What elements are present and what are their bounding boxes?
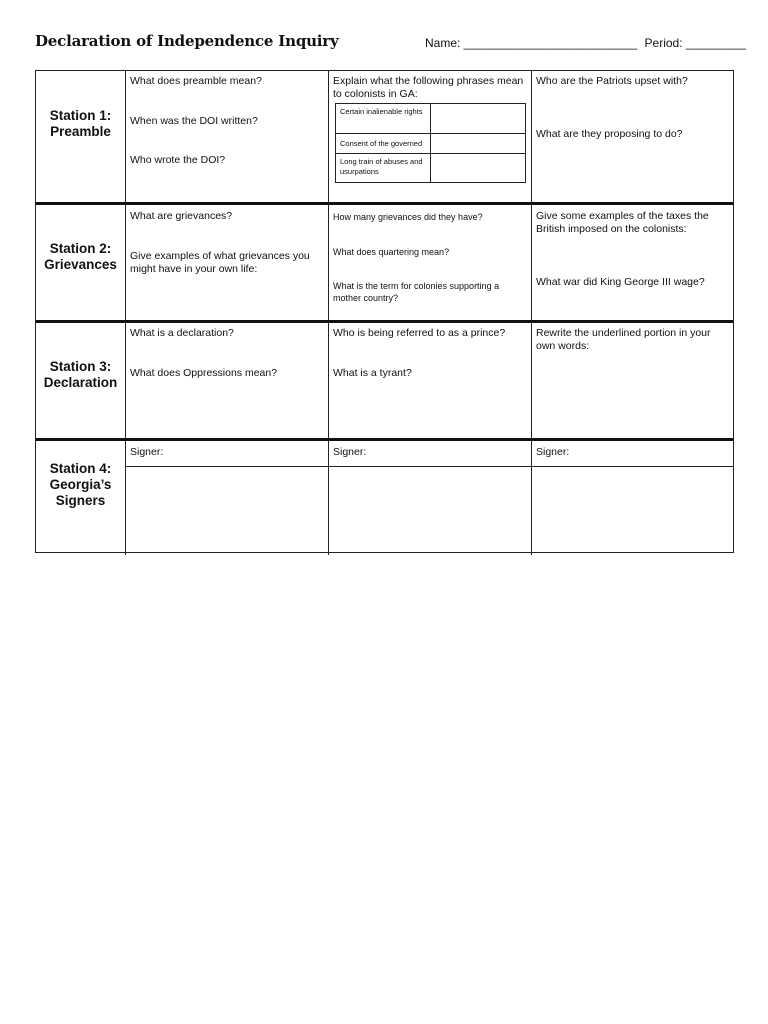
question: What does preamble mean? <box>130 75 262 87</box>
signer-label: Signer: <box>130 446 164 458</box>
station-1-label-cell <box>36 71 126 202</box>
inquiry-table <box>35 70 734 553</box>
station-1-row <box>36 71 733 202</box>
station-2-col2[interactable] <box>329 205 532 323</box>
station-4-row <box>36 438 733 555</box>
station-1-label: Station 1: Preamble <box>49 108 112 139</box>
phrase-row[interactable] <box>336 154 525 183</box>
question: What are grievances? <box>130 210 233 222</box>
question: When was the DOI written? <box>130 115 258 127</box>
station-3-row <box>36 320 733 441</box>
question: What is the term for colonies supporting a mother country? <box>333 281 500 303</box>
question: What is a tyrant? <box>333 367 412 379</box>
signer-divider <box>126 466 328 467</box>
question: What does Oppressions mean? <box>130 367 278 379</box>
station-3-col1[interactable] <box>126 323 329 441</box>
question: What is a declaration? <box>130 327 234 339</box>
question: What are they proposing to do? <box>536 128 683 140</box>
signer-divider <box>329 466 531 467</box>
station-2-label-cell <box>36 205 126 323</box>
signer-label: Signer: <box>333 446 367 458</box>
question: How many grievances did they have? <box>333 212 483 222</box>
station-2-row <box>36 202 733 323</box>
worksheet-title: Declaration of Independence Inquiry <box>35 32 339 50</box>
phrases-table <box>335 103 526 183</box>
question: Give examples of what grievances you might have in your own life: <box>130 250 310 275</box>
station-3-col2[interactable] <box>329 323 532 441</box>
phrase-label: Long train of abuses and usurpations <box>336 154 431 183</box>
question: Who are the Patriots upset with? <box>536 75 688 87</box>
question: Who is being referred to as a prince? <box>333 327 506 339</box>
station-1-col2[interactable] <box>329 71 532 202</box>
phrase-label: Consent of the governed <box>336 134 431 153</box>
signer-3-cell[interactable] <box>532 441 733 555</box>
station-1-col3[interactable] <box>532 71 733 202</box>
question: Give some examples of the taxes the British imposed on the colonists: <box>536 210 709 235</box>
station-4-label-cell <box>36 441 126 555</box>
station-1-col1[interactable] <box>126 71 329 202</box>
signer-1-cell[interactable] <box>126 441 329 555</box>
question: What does quartering mean? <box>333 247 450 257</box>
phrase-row[interactable] <box>336 104 525 134</box>
station-3-label-cell <box>36 323 126 441</box>
station-3-col3[interactable] <box>532 323 733 441</box>
name-field[interactable]: Name: __________________________ <box>425 36 638 50</box>
phrase-label: Certain inalienable rights <box>336 104 431 133</box>
station-2-col3[interactable] <box>532 205 733 323</box>
question: Rewrite the underlined portion in your own words: <box>536 327 711 352</box>
station-2-label: Station 2: Grievances <box>44 241 117 272</box>
station-2-col1[interactable] <box>126 205 329 323</box>
signer-divider <box>532 466 733 467</box>
signer-label: Signer: <box>536 446 570 458</box>
question: What war did King George III wage? <box>536 276 705 288</box>
station-4-label: Station 4: Georgia’s Signers <box>49 461 112 508</box>
question: Explain what the following phrases mean to colonists in GA: <box>333 75 524 100</box>
student-fields <box>425 36 746 50</box>
phrase-row[interactable] <box>336 134 525 154</box>
question: Who wrote the DOI? <box>130 154 226 166</box>
period-field[interactable]: Period: _________ <box>644 36 746 50</box>
signer-2-cell[interactable] <box>329 441 532 555</box>
station-3-label: Station 3: Declaration <box>43 359 118 390</box>
